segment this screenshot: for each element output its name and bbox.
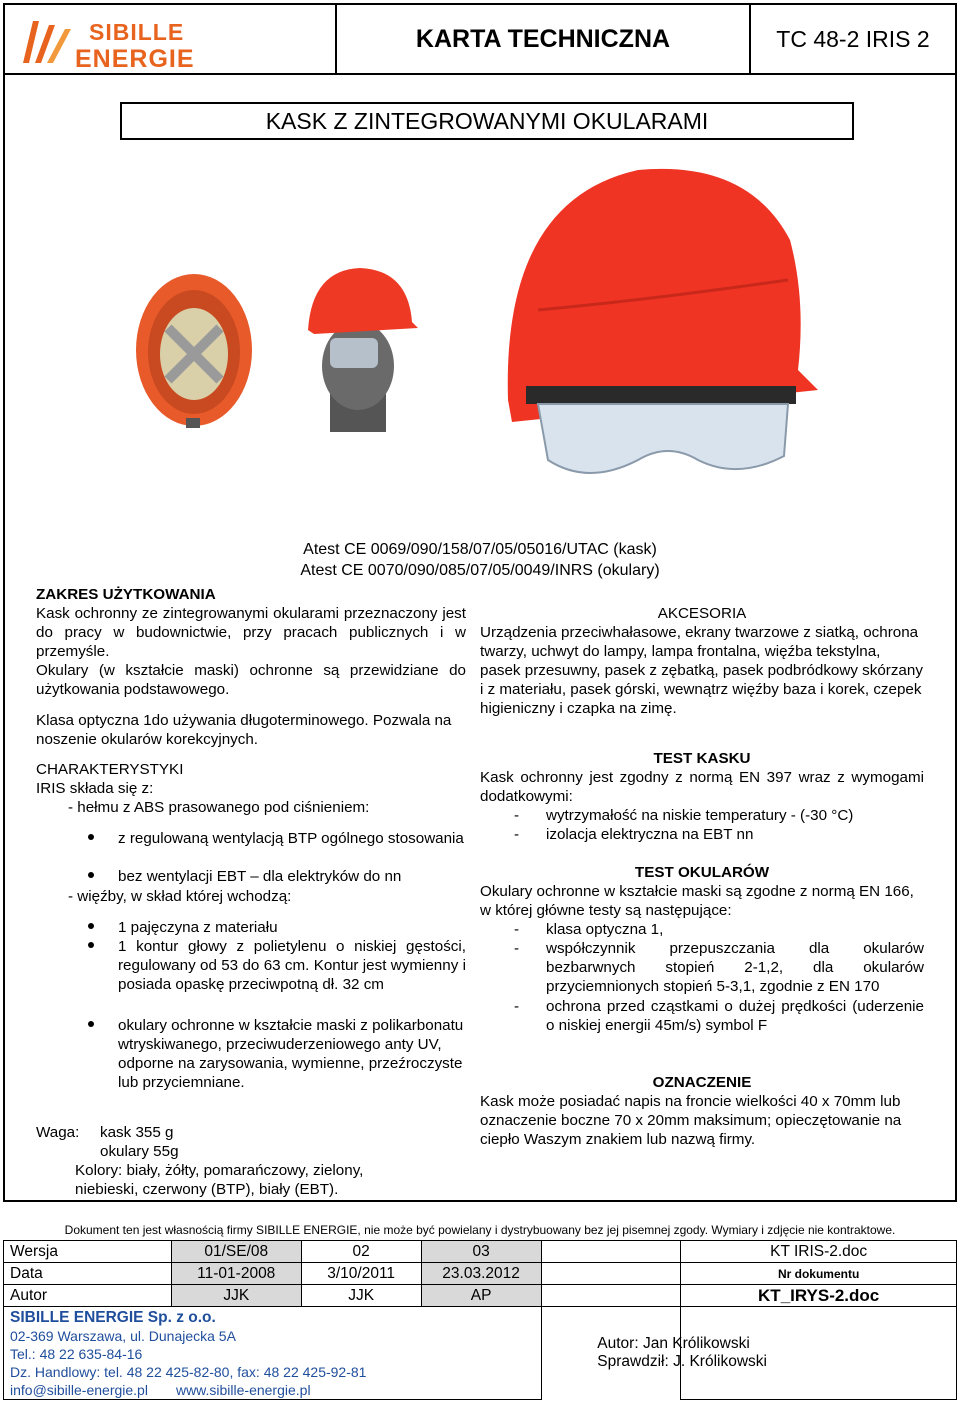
zakres-paragraph-3: Klasa optyczna 1do używania długoterminowego. Pozwala na noszenie okularów korekcyjnych. (36, 712, 452, 748)
revision-table (3, 1240, 957, 1400)
company-website[interactable]: www.sibille-energie.pl (175, 1382, 311, 1398)
oznaczenie-heading: OZNACZENIE (652, 1074, 752, 1091)
checked-by: Sprawdził: J. Królikowski (597, 1353, 767, 1370)
zakres-paragraph-2: Okulary (w kształcie maski) ochronne są przewidziane do użytkowania podstawowego. (36, 662, 466, 698)
table-cell: 3/10/2011 (301, 1263, 421, 1285)
header-bar (3, 3, 957, 75)
sibille-logo-icon (19, 15, 77, 67)
helmet-inside-image (130, 268, 260, 430)
table-cell (541, 1241, 681, 1263)
bullet-icon (88, 872, 94, 878)
table-cell: 23.03.2012 (421, 1263, 541, 1285)
bullet-icon (88, 834, 94, 840)
table-cell: 11-01-2008 (171, 1263, 301, 1285)
logo-line2: ENERGIE (75, 45, 195, 73)
test-okularow-item-3: ochrona przed cząstkami o dużej prędkości (uderzenie o niskiej energii 45m/s) symbol F (546, 998, 924, 1034)
helmet-with-goggles-image (498, 160, 828, 500)
company-email[interactable]: info@sibille-energie.pl (10, 1382, 148, 1398)
table-row (4, 1263, 957, 1285)
ownership-note: Dokument ten jest własnością firmy SIBILLE ENERGIE, nie może być powielany i dystrybuowany bez jej pisemnej zgody. Wymiary i zdjęcie nie kontraktowe. (64, 1223, 896, 1237)
test-kasku-item-2: izolacja elektryczna na EBT nn (546, 826, 754, 843)
table-cell (541, 1263, 681, 1285)
table-cell: JJK (171, 1285, 301, 1307)
waga-label: Waga: (36, 1124, 80, 1141)
row-label: Autor (4, 1285, 172, 1307)
test-okularow-dash: - (514, 998, 520, 1015)
test-kasku-text: Kask ochronny jest zgodny z normą EN 397 wraz z wymogami dodatkowymi: (480, 769, 924, 805)
doc-file: KT IRIS-2.doc (681, 1241, 957, 1263)
zakres-heading: ZAKRES UŻYTKOWANIA (36, 586, 216, 603)
char-helm: - hełmu z ABS prasowanego pod ciśnieniem: (68, 799, 370, 816)
test-okularow-dash: - (514, 940, 520, 957)
test-okularow-dash: - (514, 921, 520, 938)
table-cell: 02 (301, 1241, 421, 1263)
company-row (4, 1307, 957, 1400)
akcesoria-heading: AKCESORIA (657, 605, 747, 622)
test-kasku-dash: - (514, 807, 520, 824)
test-kasku-heading: TEST KASKU (653, 750, 751, 767)
test-kasku-dash: - (514, 826, 520, 843)
table-row (4, 1241, 957, 1263)
doc-nr: KT_IRYS-2.doc (681, 1285, 957, 1307)
logo-line1: SIBILLE (89, 19, 185, 45)
test-okularow-item-1: klasa optyczna 1, (546, 921, 664, 938)
bullet-icon (88, 942, 94, 948)
document-title: KARTA TECHNICZNA (337, 5, 751, 73)
char-wiezby: - więźby, w skład której wchodzą: (68, 888, 292, 905)
table-cell: JJK (301, 1285, 421, 1307)
waga-kask: kask 355 g (100, 1124, 174, 1141)
test-okularow-heading: TEST OKULARÓW (634, 864, 770, 881)
test-okularow-text: Okulary ochronne w kształcie maski są zgodne z normą EN 166, w której główne testy są następujące: (480, 883, 914, 919)
zakres-paragraph-1: Kask ochronny ze zintegrowanymi okularami przeznaczony jest do pracy w budownictwie, przy pracach publicznych i w przemyśle. (36, 605, 466, 660)
bullet-icon (88, 1021, 94, 1027)
atest-line1: Atest CE 0069/090/158/07/05/05016/UTAC (kask) (303, 541, 657, 558)
char-heading: CHARAKTERYSTYKI (36, 761, 184, 778)
table-cell (541, 1285, 681, 1307)
product-subtitle: KASK Z ZINTEGROWANYMI OKULARAMI (120, 102, 854, 140)
table-cell: AP (421, 1285, 541, 1307)
logo-cell (5, 5, 337, 73)
table-cell: 03 (421, 1241, 541, 1263)
waga-okulary: okulary 55g (100, 1143, 179, 1160)
akcesoria-text: Urządzenia przeciwhałasowe, ekrany twarzowe z siatką, ochrona twarzy, uchwyt do lampy, lampa frontalna, więźba tekstylna, pasek przesuwny, pasek z zębatką, pasek podbródkowy skórzany i z materiału, pasek górski, wewnątrz więźby baza i korek, czepek higieniczny i czapka na zimę. (480, 624, 923, 717)
table-row (4, 1285, 957, 1307)
helm-item-1: z regulowaną wentylacją BTP ogólnego stosowania (118, 830, 464, 847)
author-cell (597, 1307, 957, 1400)
helmet-on-head-image (290, 262, 430, 434)
author-name: Autor: Jan Królikowski (597, 1335, 750, 1352)
atest-line2: Atest CE 0070/090/085/07/05/0049/INRS (okulary) (300, 562, 660, 579)
table-cell: 01/SE/08 (171, 1241, 301, 1263)
test-okularow-item-2: współczynnik przepuszczania dla okularów bezbarwnych stopień 2-1,2, dla okularów przyciemnionych stopień 5-3,1, zgodnie z EN 170 (546, 940, 924, 995)
company-tel: Tel.: 48 22 635-84-16 (10, 1346, 143, 1362)
company-cell (4, 1307, 542, 1400)
company-address: 02-369 Warszawa, ul. Dunajecka 5A (10, 1328, 236, 1344)
wiezba-item-1: 1 pajęczyna z materiału (118, 919, 278, 936)
char-intro: IRIS składa się z: (36, 780, 154, 797)
wiezba-item-3: okulary ochronne w kształcie maski z polikarbonatu wtryskiwanego, przeciwuderzeniowego anty UV, odporne na zarysowania, wymienne, przeźroczyste lub przyciemniane. (118, 1017, 464, 1091)
document-code: TC 48-2 IRIS 2 (776, 25, 930, 52)
row-label: Data (4, 1263, 172, 1285)
row-label: Wersja (4, 1241, 172, 1263)
bullet-icon (88, 923, 94, 929)
oznaczenie-text: Kask może posiadać napis na froncie wielkości 40 x 70mm lub oznaczenie boczne 70 x 20mm maksimum; opieczętowanie na ciepło Waszym znakiem lub nazwą firmy. (480, 1093, 902, 1148)
kolory: Kolory: biały, żółty, pomarańczowy, zielony, niebieski, czerwony (BTP), biały (EBT). (75, 1162, 364, 1198)
company-name: SIBILLE ENERGIE Sp. z o.o. (10, 1309, 216, 1326)
helm-item-2: bez wentylacji EBT – dla elektryków do nn (118, 868, 402, 885)
doc-nr-label: Nr dokumentu (681, 1263, 957, 1285)
test-kasku-item-1: wytrzymałość na niskie temperatury - (-30 °C) (546, 807, 854, 824)
company-dz: Dz. Handlowy: tel. 48 22 425-82-80, fax: 48 22 425-92-81 (10, 1364, 367, 1380)
wiezba-item-2: 1 kontur głowy z polietylenu o niskiej gęstości, regulowany od 53 do 63 cm. Kontur jest wymienny i posiada opaskę przeciwpotną dł. 32 cm (118, 938, 466, 993)
